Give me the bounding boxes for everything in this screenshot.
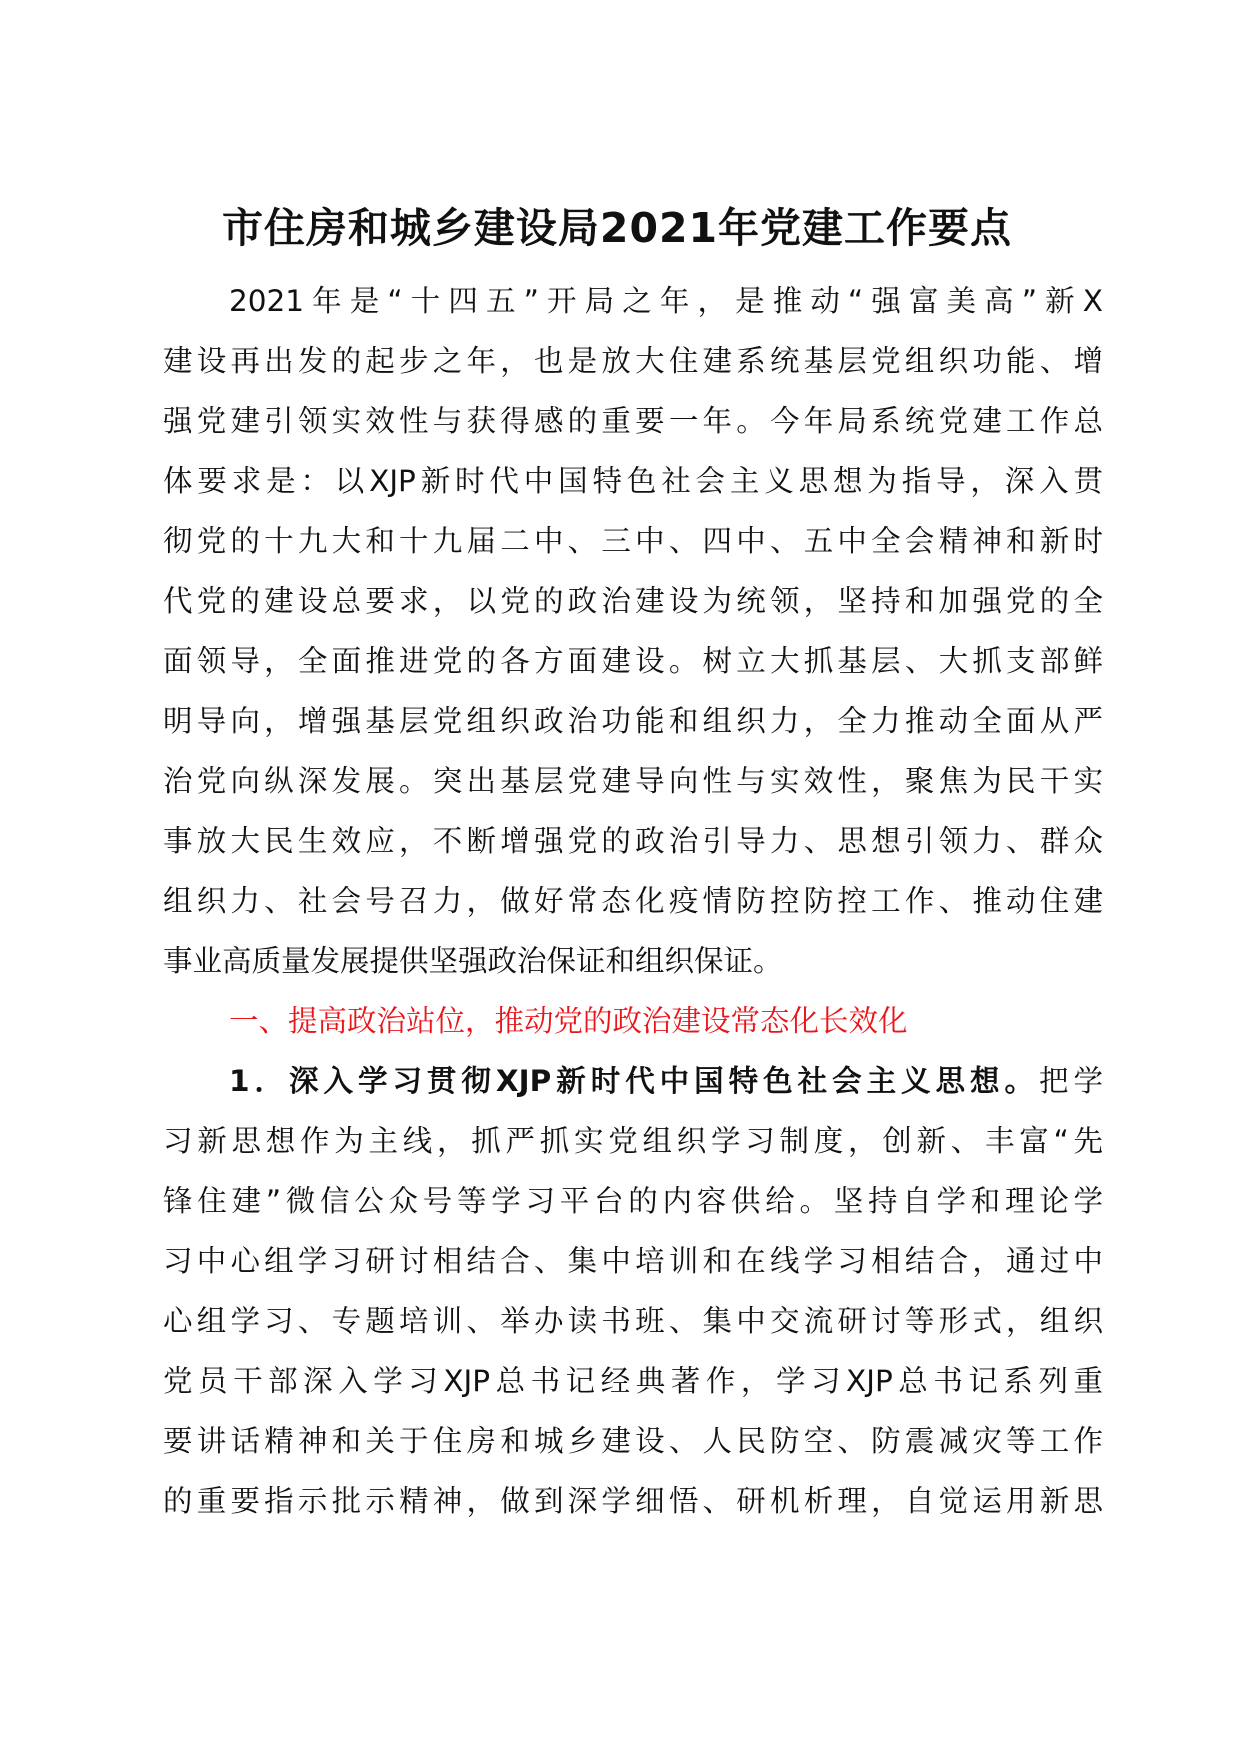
intro-line: 事业高质量发展提供坚强政治保证和组织保证。 [163,944,783,978]
item-line: 心组学习、专题培训、举办读书班、集中交流研讨等形式，组织 [163,1304,1103,1338]
item-lead: 1．深入学习贯彻XJP新时代中国特色社会主义思想。 [229,1064,1039,1098]
item-line: 党员干部深入学习XJP总书记经典著作，学习XJP总书记系列重 [163,1364,1103,1398]
intro-line: 事放大民生效应，不断增强党的政治引导力、思想引领力、群众 [163,824,1103,858]
item-line: 要讲话精神和关于住房和城乡建设、人民防空、防震减灾等工作 [163,1424,1103,1458]
item-line: 习新思想作为主线，抓严抓实党组织学习制度，创新、丰富“先 [163,1124,1103,1158]
item-line: 的重要指示批示精神，做到深学细悟、研机析理，自觉运用新思 [163,1484,1103,1518]
document-title: 市住房和城乡建设局2021年党建工作要点 [221,204,1013,252]
intro-line: 代党的建设总要求，以党的政治建设为统领，坚持和加强党的全 [163,584,1103,618]
document-body [163,271,1103,1531]
intro-line: 2021年是“十四五”开局之年，是推动“强富美高”新X [229,284,1103,318]
intro-line: 强党建引领实效性与获得感的重要一年。今年局系统党建工作总 [163,404,1103,438]
intro-line: 彻党的十九大和十九届二中、三中、四中、五中全会精神和新时 [163,524,1103,558]
item-lead-tail: 把学 [1039,1064,1103,1098]
intro-line: 治党向纵深发展。突出基层党建导向性与实效性，聚焦为民干实 [163,764,1103,798]
section-heading: 一、提高政治站位，推动党的政治建设常态化长效化 [229,1004,908,1038]
intro-line: 组织力、社会号召力，做好常态化疫情防控防控工作、推动住建 [163,884,1103,918]
intro-line: 面领导，全面推进党的各方面建设。树立大抓基层、大抓支部鲜 [163,644,1103,678]
intro-line: 体要求是：以XJP新时代中国特色社会主义思想为指导，深入贯 [163,464,1103,498]
item-line: 习中心组学习研讨相结合、集中培训和在线学习相结合，通过中 [163,1244,1103,1278]
item-line: 锋住建”微信公众号等学习平台的内容供给。坚持自学和理论学 [163,1184,1103,1218]
item-first-line [163,1051,1103,1111]
intro-line: 明导向，增强基层党组织政治功能和组织力，全力推动全面从严 [163,704,1103,738]
intro-line: 建设再出发的起步之年，也是放大住建系统基层党组织功能、增 [163,344,1103,378]
